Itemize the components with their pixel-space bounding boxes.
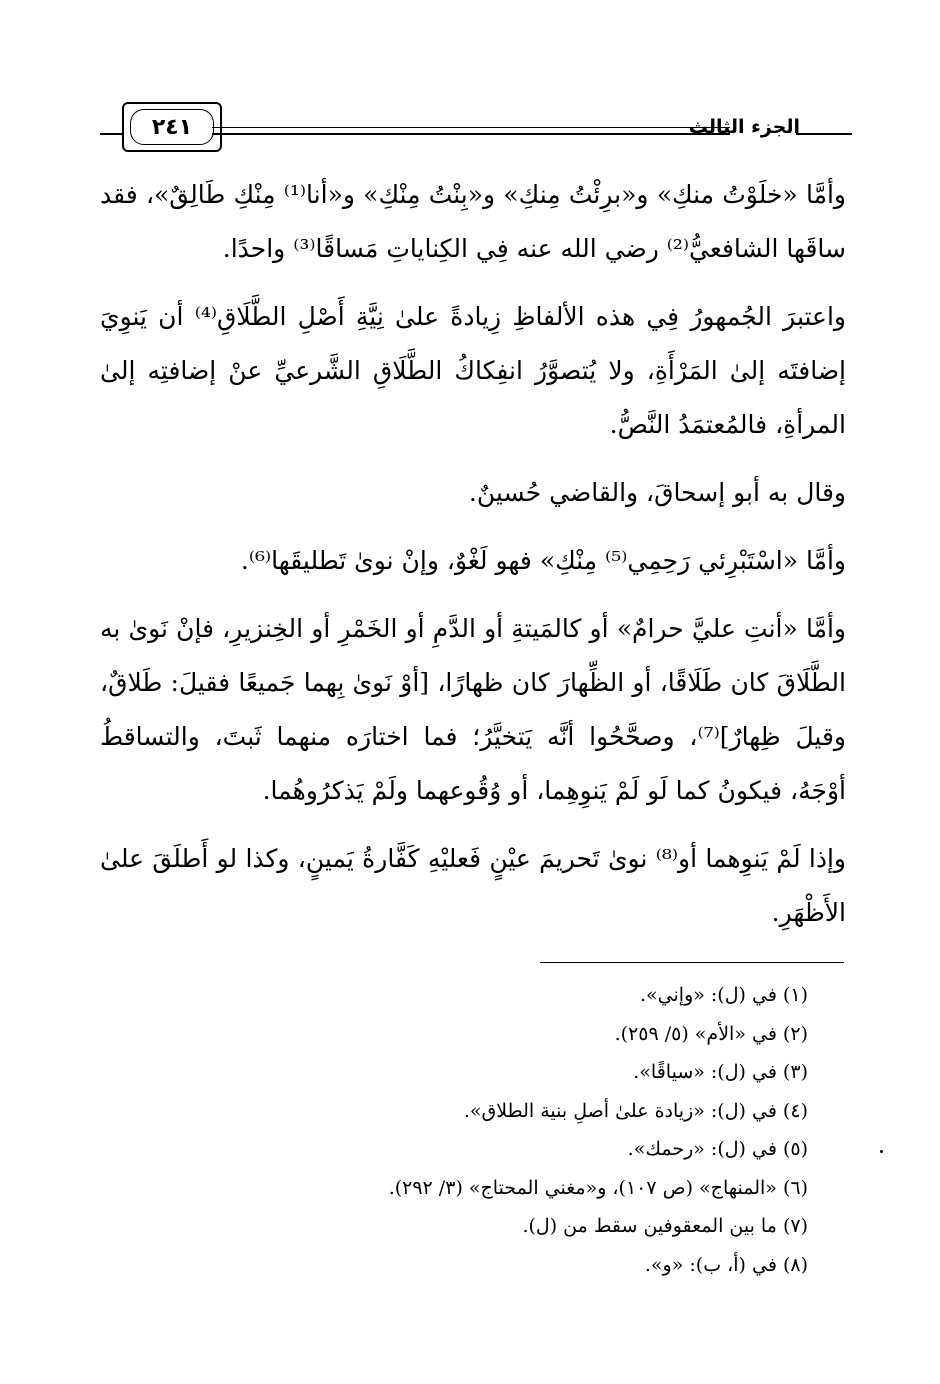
header-rule-left — [100, 133, 124, 135]
footnote-6: (٦) «المنهاج» (ص ١٠٧)، و«مغني المحتاج» (٣/ ٢٩٢). — [388, 1176, 808, 1199]
paragraph-1: وأمَّا «خلَوْتُ منكِ» و«برِئْتُ مِنكِ» و«بِنْتُ مِنْكِ» و«أنا⁽¹⁾ مِنْكِ طَالِقٌ»، فقد ساقَها الشافعيُّ⁽²⁾ رضي الله عنه فِي الكِناياتِ مَساقًا⁽³⁾ واحدًا. — [100, 180, 846, 263]
footnote-4: (٤) في (ل): «زيادة علىٰ أصلِ بنية الطلاق». — [463, 1099, 808, 1122]
scan-speck — [880, 1150, 883, 1153]
header-rule-middle-thin — [212, 127, 730, 128]
page-number: ٢٤١ — [130, 109, 214, 145]
page-number-frame — [122, 102, 222, 152]
footnotes — [108, 976, 808, 1284]
paragraph-2: واعتبرَ الجُمهورُ فِي هذه الألفاظِ زِيادةً علىٰ نِيَّةِ أَصْلِ الطَّلَاقِ⁽⁴⁾ أن يَنوِيَ إضافتَه إلىٰ المَرْأَةِ، ولا يُتصوَّرُ انفِكاكُ الطَّلَاقِ الشَّرعيِّ عنْ إضافتِه إلىٰ المرأةِ، فالمُعتمَدُ النَّصُّ. — [100, 302, 846, 439]
footnote-7: (٧) ما بين المعقوفين سقط من (ل). — [522, 1215, 808, 1237]
running-title: الجزء الثالث — [688, 116, 800, 138]
footnote-8: (٨) في (أ، ب): «و». — [644, 1253, 808, 1276]
running-header — [100, 96, 852, 166]
header-rule-middle — [212, 133, 730, 135]
footnote-1: (١) في (ل): «وإني». — [640, 984, 808, 1006]
footnote-5: (٥) في (ل): «رحمك». — [627, 1138, 808, 1160]
paragraph-5: وأمَّا «أنتِ عليَّ حرامٌ» أو كالمَيتةِ أو الدَّمِ أو الخَمْرِ أو الخِنزيرِ، فإنْ نَوىٰ به الطَّلَاقَ كان طَلَاقًا، أو الظِّهارَ كان ظهارًا، [أوْ نَوىٰ بِهما جَميعًا فقيلَ: طَلاقٌ، وقيلَ ظِهارٌ]⁽⁷⁾، وصحَّحُوا أنَّه يَتخيَّرُ؛ فما اختارَه منهما ثَبتَ، والتساقطُ أوْجَهُ، فيكونُ كما لَو لَمْ يَنوِهِما، أو وُقُوعهما ولَمْ يَذكرُوهُما. — [100, 614, 846, 805]
header-rule-right — [796, 133, 852, 135]
paragraph-6: وإذا لَمْ يَنوِهما أو⁽⁸⁾ نوىٰ تَحريمَ عيْنٍ فَعليْهِ كَفَّارةُ يَمينٍ، وكذا لو أَطلَقَ علىٰ الأَظْهَرِ. — [100, 844, 846, 927]
footnote-3: (٣) في (ل): «سياقًا». — [633, 1061, 808, 1083]
paragraph-4: وأمَّا «اسْتَبْرِئي رَحِمِي⁽⁵⁾ مِنْكِ» فهو لَغْوٌ، وإنْ نوىٰ تَطليقَها⁽⁶⁾. — [240, 546, 846, 575]
paragraph-3: وقال به أبو إسحاقَ، والقاضي حُسينٌ. — [468, 478, 846, 507]
footnote-2: (٢) في «الأم» (٥/ ٢٥٩). — [614, 1022, 808, 1045]
footnote-separator — [540, 962, 844, 963]
main-text — [100, 168, 846, 954]
